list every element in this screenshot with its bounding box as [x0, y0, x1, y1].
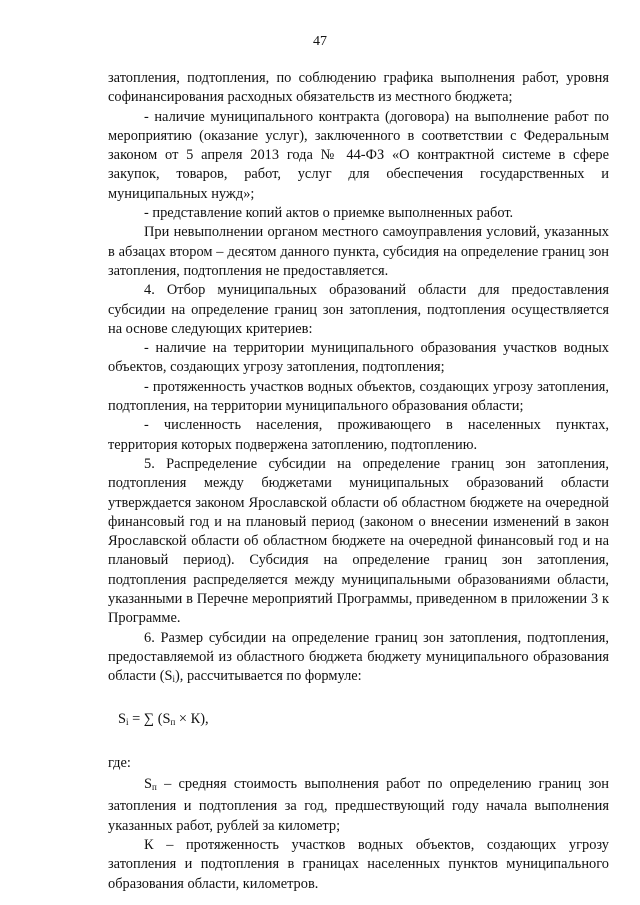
- formula-rhs: × К),: [175, 710, 209, 727]
- formula-lhs-sub: i: [126, 716, 129, 727]
- definition-sn-text: – средняя стоимость выполнения работ по определению границ зон затопления и подтопления за год, предшествующий году начала выполнения указанных работ, рублей за километр;: [108, 776, 609, 834]
- paragraph-criterion-3: - численность населения, проживающего в населенных пунктах, территория которых подвержена затоплению, подтоплению.: [108, 417, 609, 453]
- paragraph-acts: - представление копий актов о приемке выполненных работ.: [144, 205, 514, 222]
- paragraph-continuation: затопления, подтопления, по соблюдению графика выполнения работ, уровня софинансирования расходных обязательств из местного бюджета;: [108, 70, 609, 106]
- formula-middle: = ∑ (S: [128, 710, 171, 727]
- item-6-text: 6. Размер субсидии на определение границ зон затопления, подтопления, предоставляемой из областного бюджета бюджету муниципального образования области (S: [108, 629, 609, 685]
- document-body: [108, 69, 609, 894]
- paragraph-item-5: 5. Распределение субсидии на определение границ зон затопления, подтопления между бюджетами муниципальных образований области утверждается законом Ярославской области об областном бюджете на очередной финансовый год и на плановый период (законом о внесении изменений в закон Ярославской области об областном бюджете на очередной финансовый год и на плановый период). Субсидия на определение границ зон затопления, подтопления распределяется между муниципальными образованиями области, указанными в Перечне мероприятий Программы, приведенном в приложении 3 к Программе.: [108, 455, 609, 627]
- paragraph-item-6: [108, 629, 609, 690]
- paragraph-criterion-1: - наличие на территории муниципального образования участков водных объектов, создающих угрозу затопления, подтопления;: [108, 340, 609, 376]
- definition-sn-sub: п: [152, 782, 157, 793]
- formula-middle-sub: п: [170, 716, 176, 727]
- definition-k: К – протяженность участков водных объектов, создающих угрозу затопления и подтопления в границах населенных пунктов муниципального образования области, километров.: [108, 836, 609, 892]
- formula: [108, 710, 609, 732]
- paragraph-criterion-2: - протяженность участков водных объектов, создающих угрозу затопления, подтопления, на территории муниципального образования области;: [108, 378, 609, 415]
- paragraph-nonfulfillment: При невыполнении органом местного самоуправления условий, указанных в абзацах втором – десятом данного пункта, субсидия на определение границ зон затопления, подтопления не предоставляется.: [108, 224, 609, 279]
- item-6-subscript: i: [172, 674, 176, 685]
- item-6-text-end: ), рассчитывается по формуле:: [175, 668, 362, 685]
- definition-sn: [108, 775, 609, 836]
- page-number: 47: [313, 34, 327, 49]
- paragraph-contract: - наличие муниципального контракта (договора) на выполнение работ по мероприятию (оказание услуг), заключенного в соответствии с Федеральным законом от 5 апреля 2013 года № 44-ФЗ «О контрактной системе в сфере закупок, товаров, работ, услуг для обеспечения государственных и муниципальных нужд»;: [108, 108, 609, 202]
- where-label: где:: [108, 754, 131, 771]
- formula-lhs: S: [118, 710, 127, 727]
- paragraph-item-4: 4. Отбор муниципальных образований области для предоставления субсидии на определение границ зон затопления, подтопления осуществляется на основе следующих критериев:: [108, 282, 609, 337]
- definition-sn-symbol: S: [144, 776, 153, 793]
